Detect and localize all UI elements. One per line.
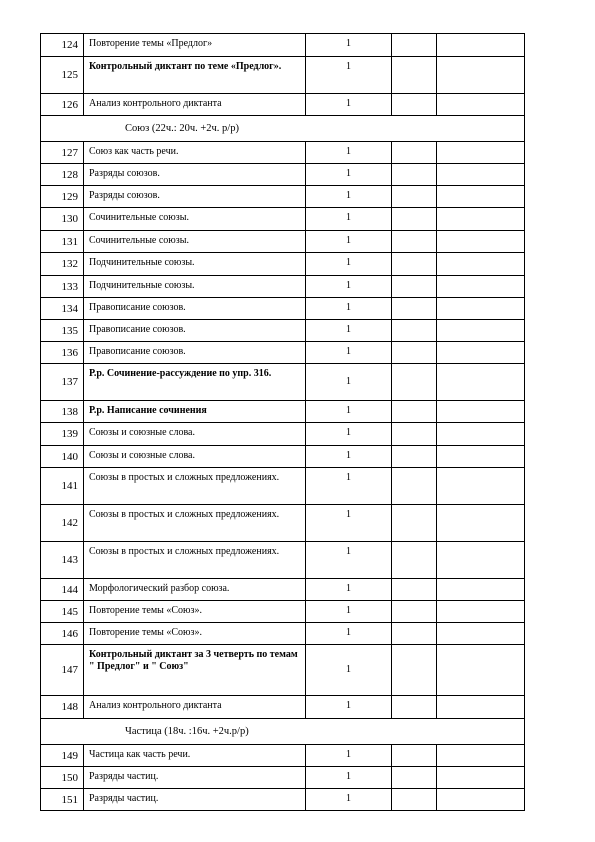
planned-date-cell xyxy=(392,253,437,276)
lesson-number: 126 xyxy=(41,94,84,116)
lesson-hours: 1 xyxy=(306,446,392,468)
lesson-topic: Контрольный диктант за 3 четверть по темам " Предлог" и " Союз" xyxy=(84,645,306,696)
lesson-row xyxy=(41,645,525,696)
planned-date-cell xyxy=(392,542,437,579)
lesson-hours: 1 xyxy=(306,789,392,811)
lesson-row xyxy=(41,542,525,579)
actual-date-cell xyxy=(437,745,525,767)
lesson-topic: Р.р. Сочинение-рассуждение по упр. 316. xyxy=(84,364,306,401)
planned-date-cell xyxy=(392,696,437,719)
lesson-hours: 1 xyxy=(306,142,392,164)
lesson-row xyxy=(41,94,525,116)
lesson-row xyxy=(41,579,525,601)
actual-date-cell xyxy=(437,789,525,811)
planned-date-cell xyxy=(392,94,437,116)
lesson-hours: 1 xyxy=(306,34,392,57)
lesson-topic: Союз как часть речи. xyxy=(84,142,306,164)
actual-date-cell xyxy=(437,253,525,276)
actual-date-cell xyxy=(437,34,525,57)
lesson-hours: 1 xyxy=(306,298,392,320)
lesson-topic: Повторение темы «Союз». xyxy=(84,601,306,623)
lesson-topic: Союзы в простых и сложных предложениях. xyxy=(84,468,306,505)
actual-date-cell xyxy=(437,186,525,208)
planned-date-cell xyxy=(392,34,437,57)
lesson-number: 139 xyxy=(41,423,84,446)
actual-date-cell xyxy=(437,468,525,505)
actual-date-cell xyxy=(437,423,525,446)
lesson-hours: 1 xyxy=(306,542,392,579)
lesson-plan-body xyxy=(41,34,525,811)
lesson-topic: Союзы в простых и сложных предложениях. xyxy=(84,542,306,579)
lesson-number: 125 xyxy=(41,57,84,94)
lesson-plan-table xyxy=(40,33,525,811)
lesson-row xyxy=(41,298,525,320)
lesson-number: 143 xyxy=(41,542,84,579)
lesson-row xyxy=(41,164,525,186)
lesson-number: 141 xyxy=(41,468,84,505)
lesson-number: 142 xyxy=(41,505,84,542)
lesson-row xyxy=(41,623,525,645)
lesson-topic: Правописание союзов. xyxy=(84,320,306,342)
lesson-number: 146 xyxy=(41,623,84,645)
lesson-hours: 1 xyxy=(306,645,392,696)
lesson-number: 147 xyxy=(41,645,84,696)
lesson-hours: 1 xyxy=(306,601,392,623)
lesson-hours: 1 xyxy=(306,579,392,601)
lesson-topic: Повторение темы «Предлог» xyxy=(84,34,306,57)
lesson-topic: Правописание союзов. xyxy=(84,298,306,320)
actual-date-cell xyxy=(437,364,525,401)
lesson-row xyxy=(41,142,525,164)
actual-date-cell xyxy=(437,601,525,623)
planned-date-cell xyxy=(392,767,437,789)
lesson-row xyxy=(41,696,525,719)
lesson-number: 151 xyxy=(41,789,84,811)
lesson-row xyxy=(41,745,525,767)
actual-date-cell xyxy=(437,645,525,696)
lesson-hours: 1 xyxy=(306,468,392,505)
section-header-row xyxy=(41,719,525,745)
lesson-hours: 1 xyxy=(306,208,392,231)
actual-date-cell xyxy=(437,342,525,364)
lesson-topic: Подчинительные союзы. xyxy=(84,276,306,298)
lesson-topic: Повторение темы «Союз». xyxy=(84,623,306,645)
lesson-number: 131 xyxy=(41,231,84,253)
lesson-topic: Частица как часть речи. xyxy=(84,745,306,767)
lesson-number: 133 xyxy=(41,276,84,298)
lesson-number: 127 xyxy=(41,142,84,164)
actual-date-cell xyxy=(437,696,525,719)
lesson-row xyxy=(41,342,525,364)
lesson-row xyxy=(41,253,525,276)
lesson-row xyxy=(41,767,525,789)
planned-date-cell xyxy=(392,142,437,164)
actual-date-cell xyxy=(437,579,525,601)
planned-date-cell xyxy=(392,186,437,208)
planned-date-cell xyxy=(392,401,437,423)
lesson-hours: 1 xyxy=(306,342,392,364)
planned-date-cell xyxy=(392,579,437,601)
planned-date-cell xyxy=(392,208,437,231)
actual-date-cell xyxy=(437,505,525,542)
lesson-number: 132 xyxy=(41,253,84,276)
actual-date-cell xyxy=(437,298,525,320)
lesson-row xyxy=(41,446,525,468)
planned-date-cell xyxy=(392,164,437,186)
actual-date-cell xyxy=(437,142,525,164)
lesson-row xyxy=(41,364,525,401)
planned-date-cell xyxy=(392,276,437,298)
actual-date-cell xyxy=(437,208,525,231)
lesson-hours: 1 xyxy=(306,231,392,253)
lesson-hours: 1 xyxy=(306,364,392,401)
actual-date-cell xyxy=(437,164,525,186)
lesson-hours: 1 xyxy=(306,94,392,116)
lesson-row xyxy=(41,789,525,811)
actual-date-cell xyxy=(437,57,525,94)
lesson-number: 134 xyxy=(41,298,84,320)
planned-date-cell xyxy=(392,364,437,401)
lesson-hours: 1 xyxy=(306,186,392,208)
lesson-topic: Союзы и союзные слова. xyxy=(84,423,306,446)
lesson-number: 135 xyxy=(41,320,84,342)
lesson-hours: 1 xyxy=(306,505,392,542)
lesson-topic: Разряды союзов. xyxy=(84,186,306,208)
lesson-number: 130 xyxy=(41,208,84,231)
planned-date-cell xyxy=(392,320,437,342)
planned-date-cell xyxy=(392,57,437,94)
actual-date-cell xyxy=(437,767,525,789)
planned-date-cell xyxy=(392,423,437,446)
actual-date-cell xyxy=(437,542,525,579)
section-title: Частица (18ч. :16ч. +2ч.р/р) xyxy=(41,719,525,745)
lesson-row xyxy=(41,468,525,505)
lesson-number: 128 xyxy=(41,164,84,186)
lesson-topic: Р.р. Написание сочинения xyxy=(84,401,306,423)
actual-date-cell xyxy=(437,94,525,116)
lesson-hours: 1 xyxy=(306,745,392,767)
lesson-hours: 1 xyxy=(306,57,392,94)
lesson-number: 136 xyxy=(41,342,84,364)
lesson-row xyxy=(41,601,525,623)
lesson-number: 148 xyxy=(41,696,84,719)
lesson-topic: Контрольный диктант по теме «Предлог». xyxy=(84,57,306,94)
lesson-topic: Морфологический разбор союза. xyxy=(84,579,306,601)
lesson-row xyxy=(41,231,525,253)
planned-date-cell xyxy=(392,623,437,645)
lesson-hours: 1 xyxy=(306,401,392,423)
actual-date-cell xyxy=(437,401,525,423)
lesson-topic: Анализ контрольного диктанта xyxy=(84,94,306,116)
actual-date-cell xyxy=(437,320,525,342)
actual-date-cell xyxy=(437,276,525,298)
lesson-hours: 1 xyxy=(306,696,392,719)
planned-date-cell xyxy=(392,505,437,542)
lesson-hours: 1 xyxy=(306,423,392,446)
lesson-topic: Разряды союзов. xyxy=(84,164,306,186)
lesson-topic: Разряды частиц. xyxy=(84,767,306,789)
section-header-row xyxy=(41,116,525,142)
actual-date-cell xyxy=(437,231,525,253)
lesson-number: 124 xyxy=(41,34,84,57)
lesson-number: 149 xyxy=(41,745,84,767)
lesson-row xyxy=(41,186,525,208)
lesson-row xyxy=(41,423,525,446)
actual-date-cell xyxy=(437,623,525,645)
lesson-topic: Подчинительные союзы. xyxy=(84,253,306,276)
planned-date-cell xyxy=(392,789,437,811)
lesson-row xyxy=(41,320,525,342)
planned-date-cell xyxy=(392,446,437,468)
lesson-row xyxy=(41,34,525,57)
lesson-topic: Союзы в простых и сложных предложениях. xyxy=(84,505,306,542)
lesson-hours: 1 xyxy=(306,253,392,276)
lesson-topic: Анализ контрольного диктанта xyxy=(84,696,306,719)
lesson-topic: Союзы и союзные слова. xyxy=(84,446,306,468)
lesson-topic: Сочинительные союзы. xyxy=(84,208,306,231)
lesson-topic: Сочинительные союзы. xyxy=(84,231,306,253)
lesson-number: 140 xyxy=(41,446,84,468)
lesson-hours: 1 xyxy=(306,164,392,186)
planned-date-cell xyxy=(392,601,437,623)
lesson-row xyxy=(41,505,525,542)
planned-date-cell xyxy=(392,342,437,364)
lesson-number: 145 xyxy=(41,601,84,623)
lesson-row xyxy=(41,401,525,423)
planned-date-cell xyxy=(392,231,437,253)
planned-date-cell xyxy=(392,745,437,767)
lesson-topic: Правописание союзов. xyxy=(84,342,306,364)
lesson-row xyxy=(41,57,525,94)
lesson-number: 150 xyxy=(41,767,84,789)
lesson-row xyxy=(41,276,525,298)
lesson-hours: 1 xyxy=(306,767,392,789)
section-title: Союз (22ч.: 20ч. +2ч. р/р) xyxy=(41,116,525,142)
lesson-hours: 1 xyxy=(306,320,392,342)
lesson-topic: Разряды частиц. xyxy=(84,789,306,811)
lesson-number: 137 xyxy=(41,364,84,401)
lesson-number: 144 xyxy=(41,579,84,601)
planned-date-cell xyxy=(392,468,437,505)
actual-date-cell xyxy=(437,446,525,468)
lesson-hours: 1 xyxy=(306,623,392,645)
lesson-hours: 1 xyxy=(306,276,392,298)
lesson-number: 138 xyxy=(41,401,84,423)
lesson-number: 129 xyxy=(41,186,84,208)
lesson-row xyxy=(41,208,525,231)
planned-date-cell xyxy=(392,298,437,320)
planned-date-cell xyxy=(392,645,437,696)
